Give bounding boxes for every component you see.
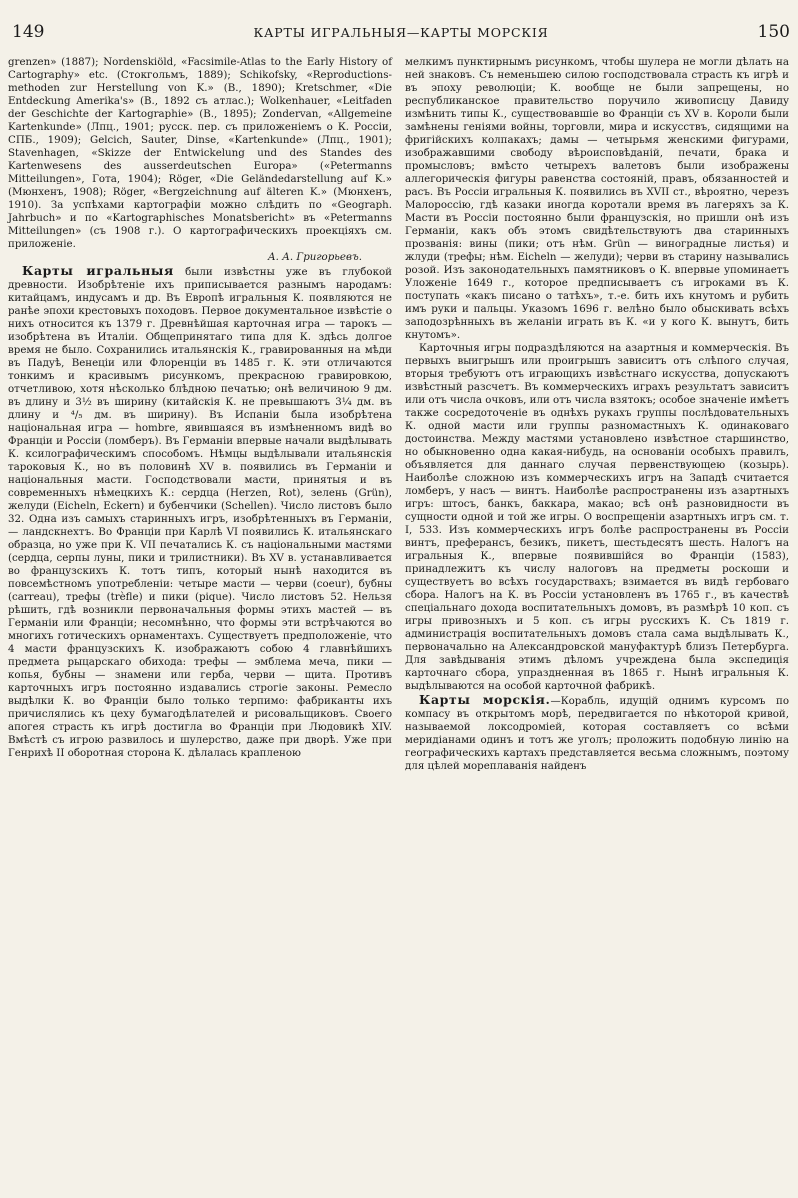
article-playing-cards	[8, 264, 392, 760]
sea-charts-text: —Корабль, идущій однимъ курсомъ по компасу въ открытомъ морѣ, передвигается по нѣкоторой кривой, называемой локсодроміей, которая составляетъ со всѣми меридіанами одинъ и тотъ же уголъ; проложить подобную линію на географическихъ картахъ представляется весьма сложнымъ, поэтому для цѣлей мореплаванія найденъ	[405, 695, 789, 772]
bibliography-paragraph: grenzen» (1887); Nordenskiöld, «Facsimile-Atlas to the Early History of Cartography» etc. (Стокгольмъ, 1889); Schikofsky, «Reproductions-methoden zur Herstellung von K.» (B., 1890); Kretschmer, «Die Entdeckung Amerika's» (B., 1892 съ атлас.); Wolkenhauer, «Leitfaden der Geschichte der Kartographie» (B., 1895); Zondervan, «Allgemeine Kartenkunde» (Лпц., 1901; русск. пер. съ приложеніемъ о К. Россіи, СПБ., 1909); Gelcich, Sauter, Dinse, «Kartenkunde» (Лпц., 1901); Stavenhagen, «Skizze der Entwickelung und des Standes des Kartenwesens des ausserdeutschen Europa» («Petermanns Mitteilungen», Гота, 1904); Röger, «Die Geländedarstellung auf K.» (Мюнхенъ, 1908); Röger, «Bergzeichnung auf älteren K.» (Мюнхенъ, 1910). За успѣхами картографіи можно слѣдить по «Geograph. Jahrbuch» и по «Kartographisches Monatsbericht» въ «Petermanns Mitteilungen» (съ 1908 г.). О картографическихъ проекціяхъ см. приложеніе.	[8, 56, 392, 250]
playing-cards-continued: мелкимъ пунктирнымъ рисункомъ, чтобы шулера не могли дѣлать на ней знаковъ. Съ неменьшею силою господствовала страсть къ игрѣ и въ эпоху революціи; К. вообще не были запрещены, но республиканское правительство поручило живописцу Давиду измѣнить типы К., существовавшіе во Франціи съ XV в. Короли были замѣнены геніями войны, торговли, мира и искусствъ, сидящими на фригійскихъ колпакахъ; дамы — четырьмя женскими фигурами, изображавшими свободу вѣроисповѣданій, печати, брака и промысловъ; вмѣсто четырехъ валетовъ были изображены аллегорическія фигуры равенства состояній, правъ, обязанностей и расъ. Въ Россіи игральныя К. появились въ XVII ст., вѣроятно, черезъ Малороссію, гдѣ казаки иногда коротали время въ лагеряхъ за К. Масти въ Россіи постоянно были французскія, но пришли онѣ изъ Германіи, какъ объ этомъ свидѣтельствуютъ два старинныхъ прозванія: вины (пики; отъ нѣм. Grün — виноградные листья) и жлуди (трефы; нѣм. Eicheln — желуди); черви въ старину назывались розой. Изъ законодательныхъ памятниковъ о К. впервые упоминаетъ Уложеніе 1649 г., которое предписываетъ съ игроками въ К. поступать «какъ писано о татѣхъ», т.-е. бить ихъ кнутомъ и рубить имъ руки и пальцы. Указомъ 1696 г. велѣно было обыскивать всѣхъ заподозрѣнныхъ въ желаніи играть въ К. «и у кого К. вынутъ, бить кнутомъ».	[405, 56, 789, 341]
article-heading-sea-charts: Карты морскія.	[419, 692, 551, 707]
right-column	[405, 56, 789, 773]
article-heading-playing-cards: Карты игральныя	[22, 263, 174, 278]
playing-cards-text: были извѣстны уже въ глубокой древности. Изобрѣтеніе ихъ приписывается разнымъ народамъ: китайцамъ, индусамъ и др. Въ Европѣ игральныя К. появляются не ранѣе эпохи крестовыхъ походовъ. Первое документальное извѣстіе о нихъ относится къ 1379 г. Древнѣйшая карточная игра — тарокъ — изобрѣтена въ Италіи. Общепринятаго типа для К. здѣсь долгое время не было. Сохранились итальянскія К., гравированныя на мѣди въ Падуѣ, Венеціи или Флоренціи въ 1485 г. К. эти отличаются тонкимъ и красивымъ рисункомъ, прекрасною гравировкою, отчетливою, хотя нѣсколько блѣдною печатью; онѣ величиною 9 дм. въ длину и 3½ въ ширину (китайскія К. не превышаютъ 3¼ дм. въ длину и ⁴/₅ дм. въ ширину). Въ Испаніи была изобрѣтена національная игра — hombre, явившаяся въ измѣненномъ видѣ во Франціи и Россіи (ломберъ). Въ Германіи впервые начали выдѣлывать К. ксилографическимъ способомъ. Нѣмцы выдѣлывали итальянскія тароковыя К., но въ половинѣ XV в. появились въ Германіи и національныя масти. Господствовали масти, принятыя и въ современныхъ нѣмецкихъ К.: сердца (Herzen, Rot), зелень (Grün), желуди (Eicheln, Eckern) и бубенчики (Schellen). Число листовъ было 32. Одна изъ самыхъ старинныхъ игръ, изобрѣтенныхъ въ Германіи, — ландскнехтъ. Во Франціи при Карлѣ VI появились К. итальянскаго образца, но уже при К. VII печатались К. съ національными мастями (сердца, серпы луны, пики и трилистники). Въ XV в. устанавливается во французскихъ К. тотъ типъ, который нынѣ находится въ повсемѣстномъ употребленіи: четыре масти — черви (coeur), бубны (carreau), трефы (trèfle) и пики (pique). Число листовъ 52. Нельзя рѣшить, гдѣ возникли первоначальныя формы этихъ мастей — въ Германіи или Франціи; несомнѣнно, что формы эти встрѣчаются во многихъ готическихъ орнаментахъ. Существуетъ предположеніе, что 4 масти французскихъ К. изображаютъ собою 4 главнѣйшихъ предмета рыцарскаго обихода: трефы — эмблема меча, пики — копья, бубны — знамени или герба, черви — щита. Противъ карточныхъ игръ постоянно издавались строгіе законы. Ремесло выдѣлки К. во Франціи было только терпимо: фабриканты ихъ причислялись къ цеху бумагодѣлателей и рисовальщиковъ. Своего апогея страсть къ игрѣ достигла во Франціи при Людовикѣ XIV. Вмѣстѣ съ игрою развилось и шулерство, даже при дворѣ. Уже при Генрихѣ II оборотная сторона К. дѣлалась крапленою	[8, 266, 392, 759]
article-sea-charts	[405, 693, 789, 773]
page-header	[12, 22, 790, 48]
running-title: КАРТЫ ИГРАЛЬНЫЯ—КАРТЫ МОРСКІЯ	[253, 25, 549, 40]
left-column	[8, 56, 392, 760]
author-signature: А. А. Григорьевъ.	[267, 251, 362, 263]
card-games-paragraph: Карточныя игры подраздѣляются на азартныя и коммерческія. Въ первыхъ выигрышъ или проигрышъ зависитъ отъ слѣпого случая, вторыя требуютъ отъ играющихъ извѣстнаго искусства, допускаютъ извѣстный разсчетъ. Въ коммерческихъ играхъ результатъ зависитъ или отъ числа очковъ, или отъ числа взятокъ; особое значеніе имѣетъ также сосредоточеніе въ однѣхъ рукахъ группы послѣдовательныхъ К. одной масти или группы разномастныхъ К. одинаковаго достоинства. Между мастями установлено извѣстное старшинство, но обыкновенно одна какая-нибудь, на основаніи особыхъ правилъ, объявляется для даннаго случая первенствующею (козырь). Наиболѣе сложною изъ коммерческихъ игръ на Западѣ считается ломберъ, у насъ — винтъ. Наиболѣе распространены изъ азартныхъ игръ: штосъ, банкъ, баккара, макао; всѣ онѣ разновидности въ сущности одной и той же игры. О воспрещеніи азартныхъ игръ см. т. I, 533. Изъ коммерческихъ игръ болѣе распространены въ Россіи винтъ, преферансъ, безикъ, пикетъ, шестьдесятъ шесть. Налогъ на игральныя К., впервые появившійся во Франціи (1583), принадлежитъ къ числу налоговъ на предметы роскоши и существуетъ во всѣхъ государствахъ; взимается въ видѣ гербоваго сбора. Налогъ на К. въ Россіи установленъ въ 1765 г., въ качествѣ спеціальнаго дохода воспитательныхъ домовъ, въ размѣрѣ 10 коп. съ игры привозныхъ и 5 коп. съ игры русскихъ К. Съ 1819 г. администрація воспитательныхъ домовъ стала сама выдѣлывать К., первоначально на Александровской мануфактурѣ близъ Петербурга. Для завѣдыванія этимъ дѣломъ учреждена была экспедиція карточнаго сбора, упраздненная въ 1865 г. Нынѣ игральныя К. выдѣлываются на особой карточной фабрикѣ.	[405, 342, 790, 692]
page-number-left: 149	[12, 22, 45, 42]
page-number-right: 150	[757, 22, 790, 42]
